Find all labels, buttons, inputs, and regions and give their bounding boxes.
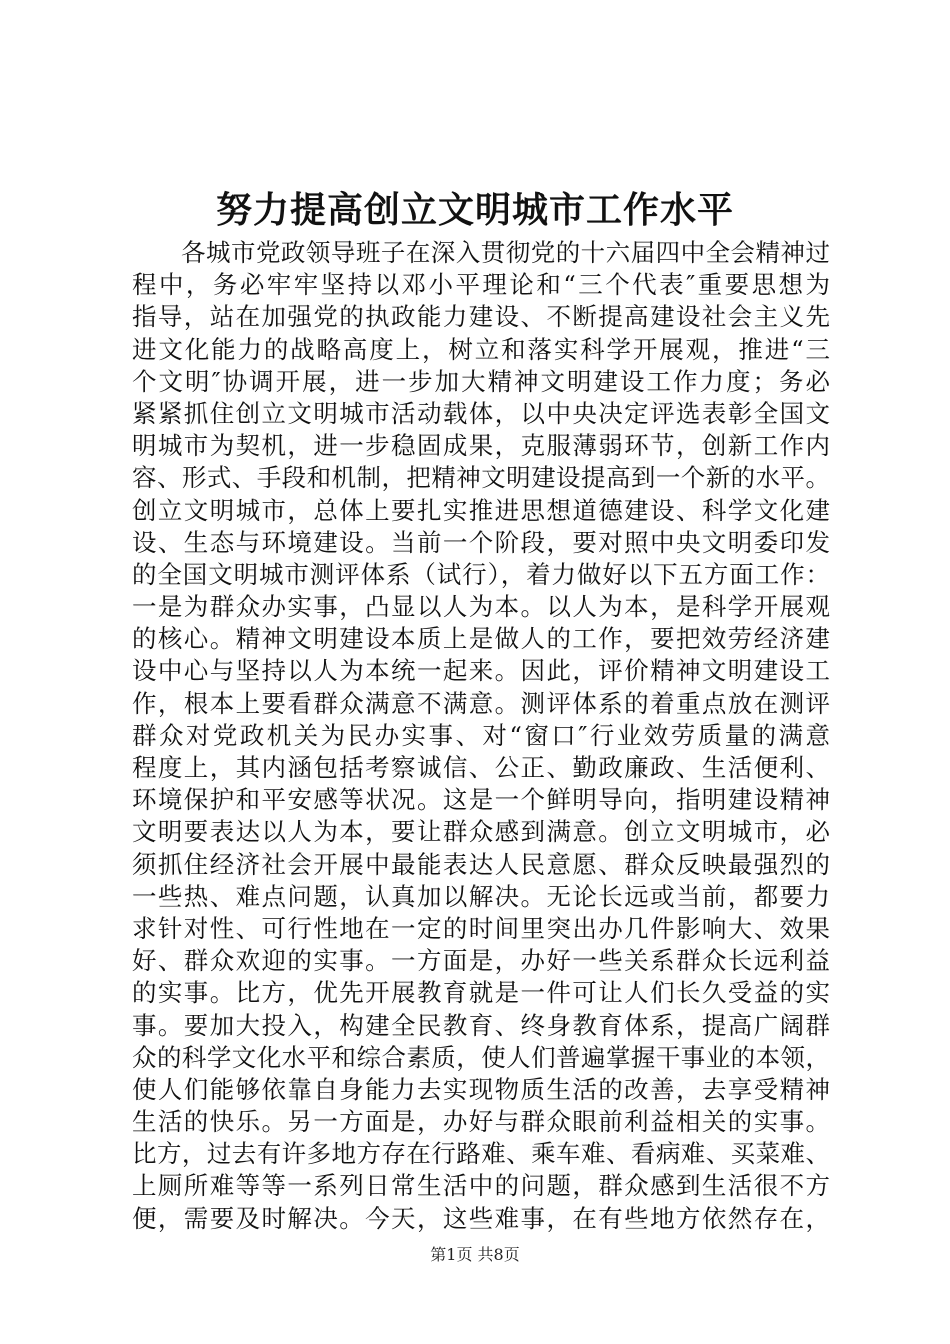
- body-line: 指导，站在加强党的执政能力建设、不断提高建设社会主义先: [132, 302, 830, 332]
- body-line: 的核心。精神文明建设本质上是做人的工作，要把效劳经济建: [132, 624, 830, 654]
- page-footer: 第1页 共8页: [430, 1245, 520, 1264]
- body-line: 上厕所难等等一系列日常生活中的问题，群众感到生活很不方: [132, 1171, 830, 1201]
- body-line: 文明要表达以人为本，要让群众感到满意。创立文明城市，必: [132, 817, 830, 847]
- body-line: 环境保护和平安感等状况。这是一个鲜明导向，指明建设精神: [132, 785, 830, 815]
- body-line: 进文化能力的战略高度上，树立和落实科学开展观，推进“三: [132, 334, 830, 364]
- body-line: 明城市为契机，进一步稳固成果，克服薄弱环节，创新工作内: [132, 431, 830, 461]
- document-title: 努力提高创立文明城市工作水平: [215, 189, 734, 231]
- body-line: 创立文明城市，总体上要扎实推进思想道德建设、科学文化建: [132, 495, 830, 525]
- body-line: 容、形式、手段和机制，把精神文明建设提高到一个新的水平。: [132, 463, 830, 493]
- body-line: 的全国文明城市测评体系（试行），着力做好以下五方面工作：: [132, 559, 830, 589]
- body-line: 程中，务必牢牢坚持以邓小平理论和“三个代表″重要思想为: [132, 270, 830, 300]
- body-line: 须抓住经济社会开展中最能表达人民意愿、群众反映最强烈的: [132, 849, 830, 879]
- body-line: 设中心与坚持以人为本统一起来。因此，评价精神文明建设工: [132, 656, 830, 686]
- body-line: 求针对性、可行性地在一定的时间里突出办几件影响大、效果: [132, 913, 830, 943]
- body-line: 众的科学文化水平和综合素质，使人们普遍掌握干事业的本领，: [132, 1042, 830, 1072]
- body-line: 一是为群众办实事，凸显以人为本。以人为本，是科学开展观: [132, 592, 830, 622]
- body-line: 程度上，其内涵包括考察诚信、公正、勤政廉政、生活便利、: [132, 753, 830, 782]
- body-line: 一些热、难点问题，认真加以解决。无论长远或当前，都要力: [132, 881, 830, 911]
- body-line: 比方，过去有许多地方存在行路难、乘车难、看病难、买菜难、: [132, 1139, 830, 1169]
- body-line: 使人们能够依靠自身能力去实现物质生活的改善，去享受精神: [132, 1074, 830, 1104]
- body-line: 生活的快乐。另一方面是，办好与群众眼前利益相关的实事。: [132, 1107, 830, 1137]
- body-line: 群众对党政机关为民办实事、对“窗口″行业效劳质量的满意: [132, 720, 830, 750]
- body-line: 的实事。比方，优先开展教育就是一件可让人们长久受益的实: [132, 978, 830, 1008]
- body-line: 各城市党政领导班子在深入贯彻党的十六届四中全会精神过: [181, 238, 830, 267]
- body-line: 好、群众欢迎的实事。一方面是，办好一些关系群众长远利益: [132, 946, 830, 976]
- body-line: 便，需要及时解决。今天，这些难事，在有些地方依然存在，: [132, 1203, 830, 1233]
- body-line: 作，根本上要看群众满意不满意。测评体系的着重点放在测评: [132, 688, 830, 718]
- body-line: 事。要加大投入，构建全民教育、终身教育体系，提高广阔群: [132, 1010, 830, 1040]
- body-line: 设、生态与环境建设。当前一个阶段，要对照中央文明委印发: [132, 527, 830, 557]
- body-line: 个文明″协调开展，进一步加大精神文明建设工作力度；务必: [132, 366, 830, 396]
- document-body: [132, 237, 830, 1235]
- body-line: 紧紧抓住创立文明城市活动载体，以中央决定评选表彰全国文: [132, 398, 830, 428]
